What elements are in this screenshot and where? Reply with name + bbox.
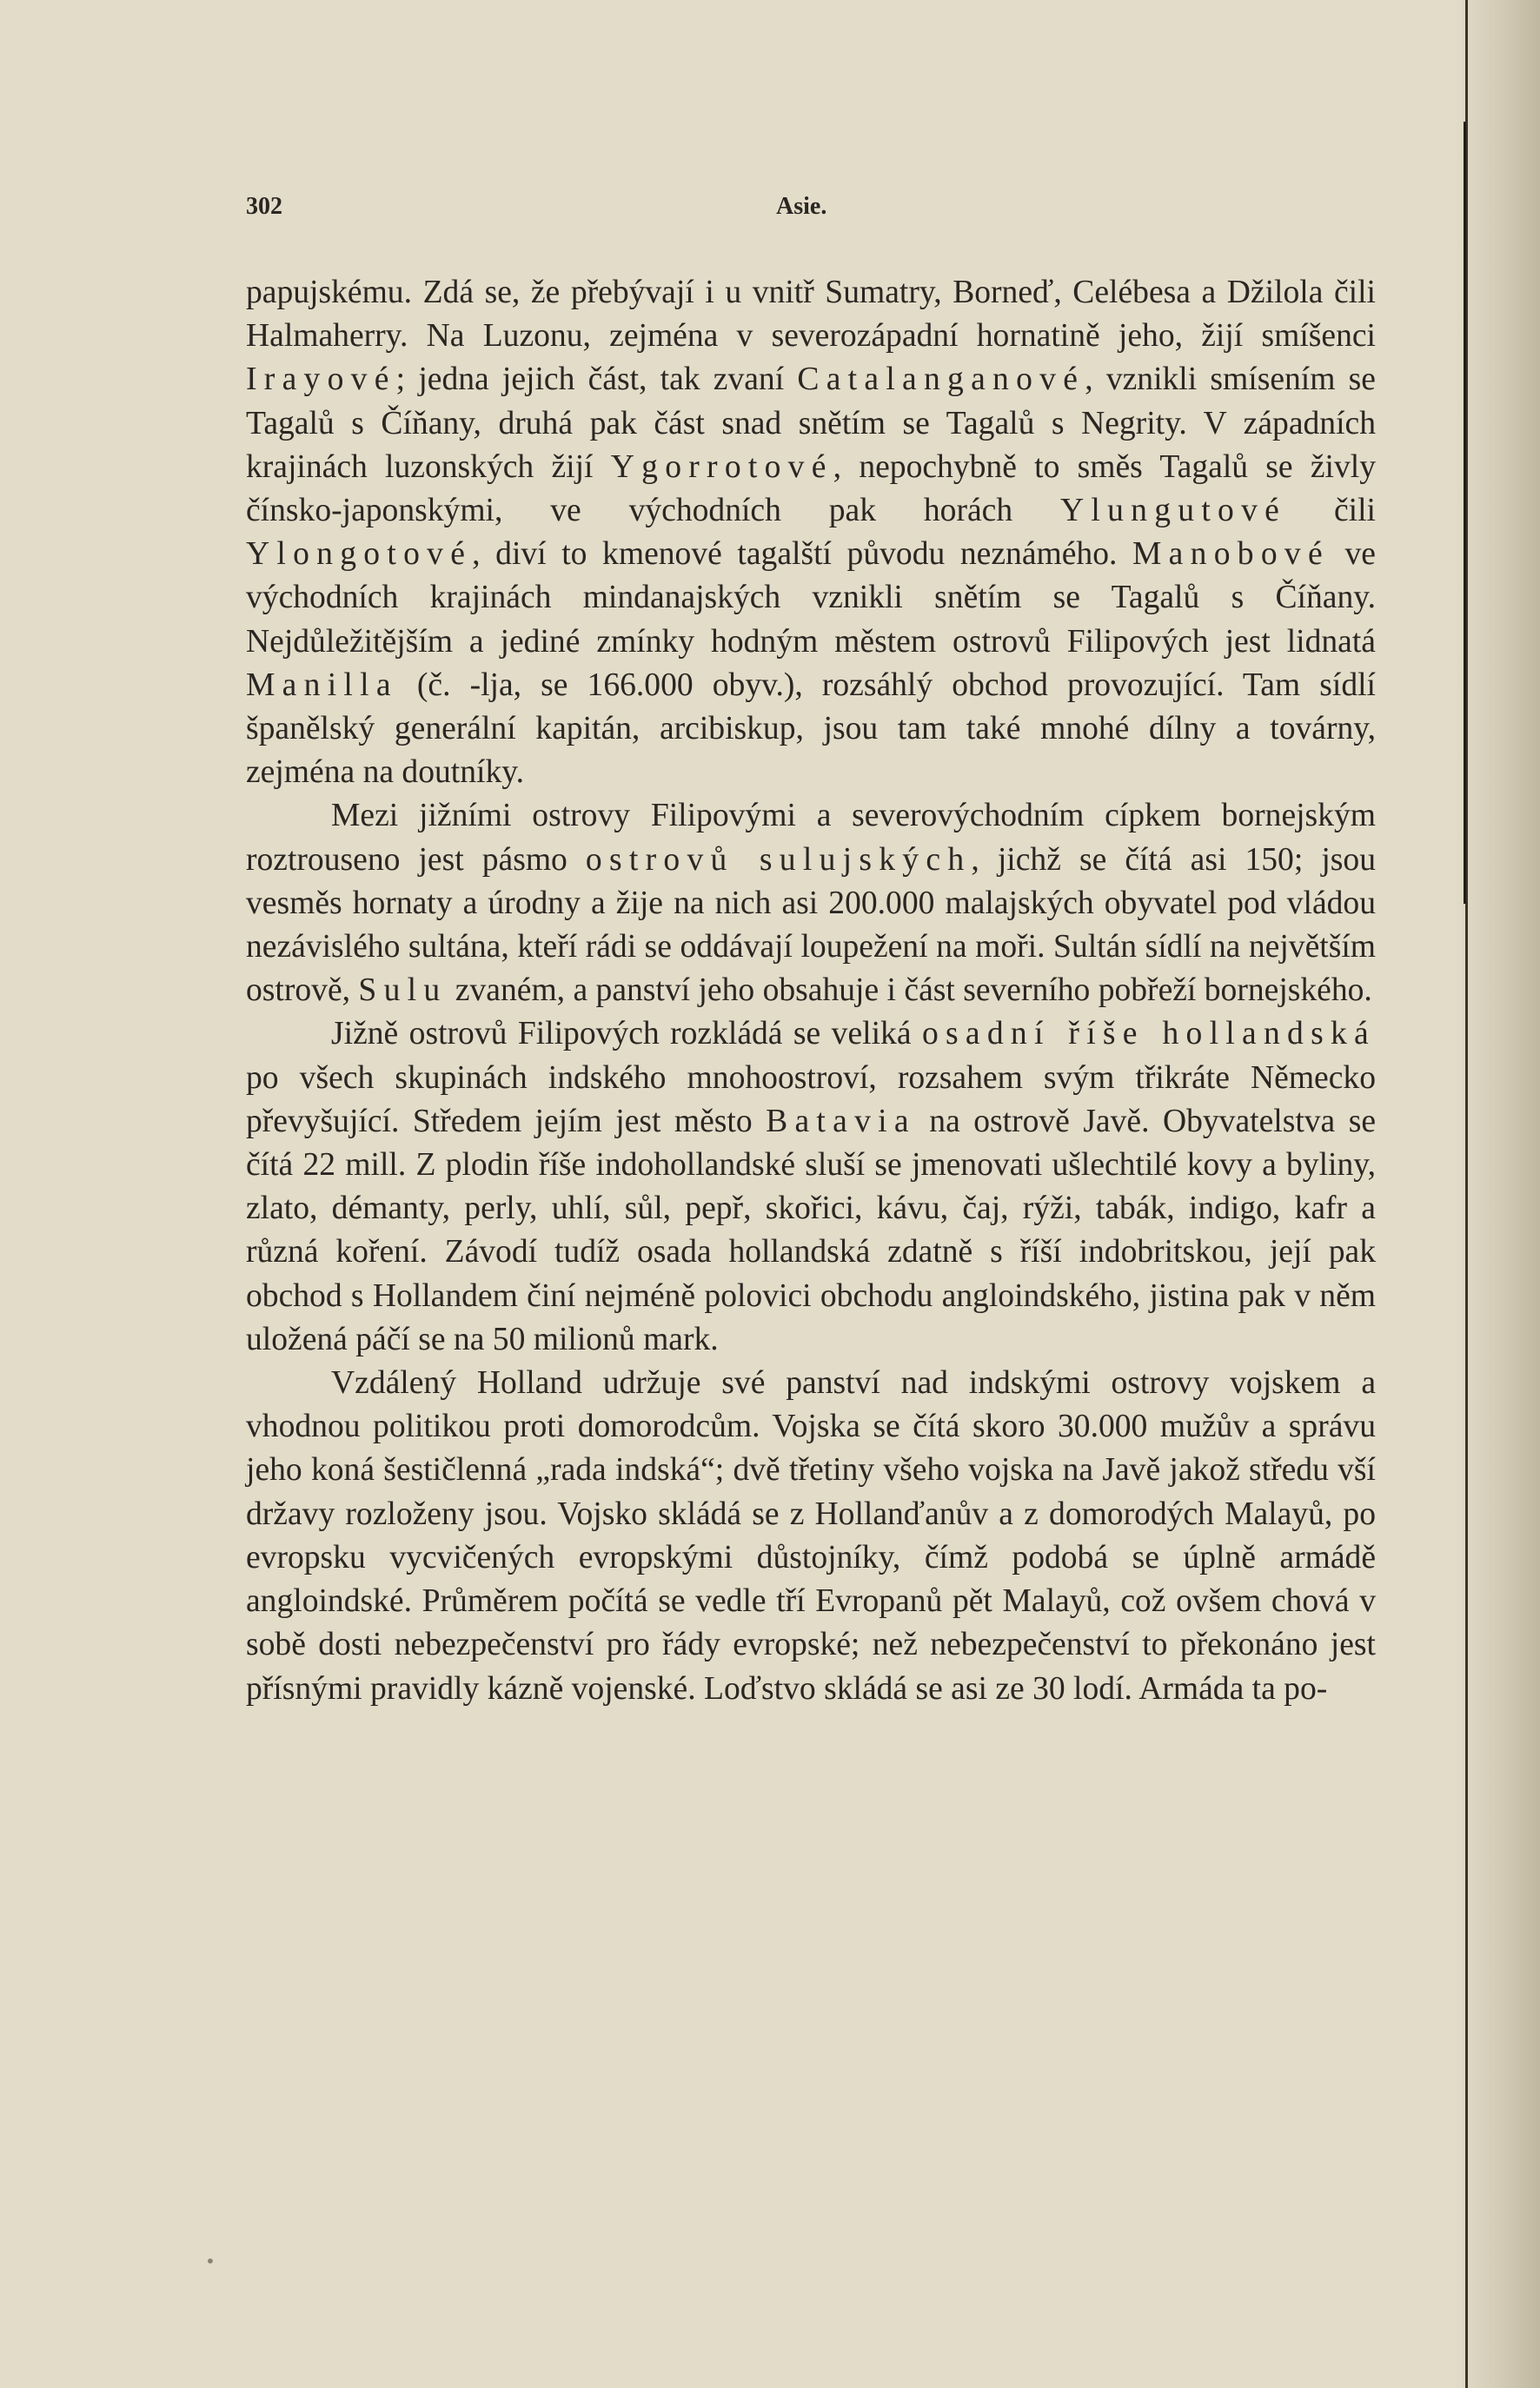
text-run: , nepochybně to směs Tagalů se živly čínsko-japonskými, ve východních pak horách [246, 448, 1376, 529]
paragraph [246, 271, 1376, 794]
spaced-term: Manobové [1132, 536, 1330, 573]
text-run: , vznikli smísením se Tagalů s Číňany, druhá pak část snad snětím se Tagalů s Negrity. V západních krajinách luzonských žijí [246, 362, 1376, 485]
spaced-term: Sulu [358, 972, 448, 1009]
text-run: papujskému. Zdá se, že přebývají i u vnitř Sumatry, Borneď, Celébesa a Džilola čili Halmaherry. Na Luzonu, zejména v severozápadní hornatině jeho, žijí smíšenci [246, 275, 1376, 355]
text-run: čili [1286, 493, 1376, 529]
paragraph [246, 1012, 1376, 1362]
text-run: ; jedna jejich část, tak zvaní [395, 362, 798, 398]
paragraph [246, 1362, 1376, 1711]
spaced-term: Ylongotové [246, 536, 473, 573]
text-run: zvaném, a panství jeho obsahuje i část severního pobřeží bornejského. [447, 972, 1372, 1009]
spaced-term: Irayové [246, 362, 396, 398]
spaced-term: Ygorrotové [610, 448, 833, 485]
spaced-term: Batavia [766, 1103, 916, 1139]
page-edge-line-dark [1464, 122, 1466, 904]
margin-mark: • [205, 2251, 216, 2272]
text-run: po všech skupinách indského mnohoostroví, rozsahem svým třikráte Německo převyšující. Středem jejím jest město [246, 1059, 1376, 1139]
spaced-term: Ylungutové [1059, 493, 1287, 529]
spaced-term: osadní říše hollandská [921, 1016, 1377, 1052]
spaced-term: Catalanganové [797, 362, 1085, 398]
page-header [246, 193, 1376, 228]
paragraph [246, 794, 1376, 1012]
text-run: , diví to kmenové tagalští původu neznámého. [472, 536, 1132, 573]
text-run: Jižně ostrovů Filipových rozkládá se veliká [331, 1016, 922, 1052]
text-run: na ostrově Javě. Obyvatelstva se čítá 22 mill. Z plodin říše indohollandské sluší se jmenovati ušlechtilé kovy a byliny, zlato, démanty, perly, uhlí, sůl, pepř, skořici, kávu, čaj, rýži, tabák, indigo, kafr a různá koření. Závodí tudíž osada hollandská zdatně s říší indobritskou, její pak obchod s Hollandem činí nejméně polovici obchodu angloindského, jistina pak v něm uložená páčí se na 50 milionů mark. [246, 1103, 1376, 1357]
text-run: (č. -lja, se 166.000 obyv.), rozsáhlý obchod provozující. Tam sídlí španělský generální kapitán, arcibiskup, jsou tam také mnohé dílny a továrny, zejména na doutníky. [246, 667, 1376, 791]
spaced-term: ostrovů sulujských [585, 841, 972, 878]
text-run: Mezi jižními ostrovy Filipovými a severovýchodním cípkem bornejským roztrouseno jest pásmo [246, 798, 1376, 878]
spaced-term: Manilla [246, 667, 398, 703]
text-run: , jichž se čítá asi 150; jsou vesměs hornaty a úrodny a žije na nich asi 200.000 malajských obyvatel pod vládou nezávislého sultána, kteří rádi se oddávají loupežení na moři. Sultán sídlí na největším ostrově, [246, 841, 1377, 1009]
running-head: Asie. [776, 193, 827, 220]
text-run: Vzdálený Holland udržuje své panství nad indskými ostrovy vojskem a vhodnou politikou proti domorodcům. Vojska se čítá skoro 30.000 mužův a správu jeho koná šestičlenná „rada indská“; dvě třetiny všeho vojska na Javě jakož středu vší državy rozloženy jsou. Vojsko skládá se z Hollanďanův a z domorodých Malayů, po evropsku vycvičených evropskými důstojníky, čímž podobá se úplně armádě angloindské. Průměrem počítá se vedle tří Evropanů pět Malayů, což ovšem chová v sobě dosti nebezpečenství pro řády evropské; než nebezpečenství to překonáno jest přísnými pravidly kázně vojenské. Loďstvo skládá se asi ze 30 lodí. Armáda ta po- [246, 1365, 1376, 1707]
body-text [246, 271, 1376, 1711]
page-number: 302 [246, 193, 282, 220]
text-run: ve východních krajinách mindanajských vznikli snětím se Tagalů s Číňany. Nejdůležitějším a jediné zmínky hodným městem ostrovů Filipových jest lidnatá [246, 536, 1376, 660]
